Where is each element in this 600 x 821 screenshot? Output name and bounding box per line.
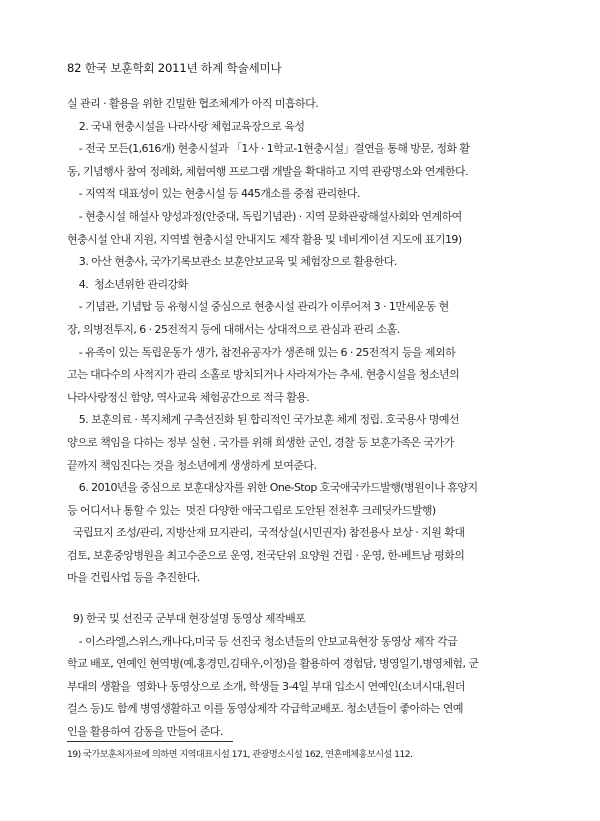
text-line: 마을 건립사업 등을 추진한다. <box>67 571 200 585</box>
text-line: - 기념관, 기념탑 등 유형시설 중심으로 현충시설 관리가 이루어져 3 · 1만세운동 현 <box>67 300 449 314</box>
footnote-divider <box>67 741 233 742</box>
text-line: - 이스라엘,스위스,캐나다,미국 등 선진국 청소년들의 안보교육현장 동영상 제작 각급 <box>67 634 458 648</box>
text-line: 국립묘지 조성/관리, 지방산재 묘지관리, 국적상실(시민권자) 참전용사 보상 · 지원 확대 <box>67 526 465 540</box>
paragraph-gap <box>67 590 529 608</box>
text-line: 양으로 책임을 다하는 정부 실현 . 국가를 위해 희생한 군인, 경찰 등 보훈가족은 국가가 <box>67 435 454 449</box>
body-text <box>67 93 529 744</box>
text-line: 6. 2010년을 중심으로 보훈대상자를 위한 One-Stop 호국애국카드발행(병원이나 휴양지 <box>67 481 478 495</box>
text-line: - 유족이 있는 독립운동가 생가, 참전유공자가 생존해 있는 6 · 25전적지 등을 제외하 <box>67 345 456 359</box>
text-line: - 전국 모든(1,616개) 현충시설과 「1사 · 1학교-1현충시설」결연을 통해 방문, 정화 활 <box>67 142 470 156</box>
footnote: 19) 국가보훈처자료에 의하면 지역대표시설 171, 관광명소시설 162, 연혼매체홍보시설 112. <box>67 749 413 760</box>
text-line: 2. 국내 현충시설을 나라사랑 체험교육장으로 육성 <box>67 119 305 133</box>
text-line: 3. 아산 현충사, 국가기록보관소 보훈안보교육 및 체험장으로 활용한다. <box>67 255 397 269</box>
text-line: 걸스 등)도 함께 병영생활하고 이를 동영상제작 각급학교배포. 청소년들이 좋아하는 연예 <box>67 702 463 716</box>
text-line: 검토, 보훈중앙병원을 최고수준으로 운영, 전국단위 요양원 건립 · 운영, 한-베트남 평화의 <box>67 548 465 562</box>
text-line: 5. 보훈의료 · 복지체계 구축선진화 된 합리적인 국가보훈 체계 정립. 호국용사 명예선 <box>67 413 459 427</box>
text-line: 나라사랑정신 함양, 역사교육 체험공간으로 적극 활용. <box>67 390 310 404</box>
text-line: 9) 한국 및 선진국 군부대 현장설명 동영상 제작배포 <box>67 612 306 626</box>
page-header: 82 한국 보훈학회 2011년 하계 학술세미나 <box>67 61 282 75</box>
text-line: 인을 활용하여 감동을 만들어 준다. <box>67 725 223 739</box>
text-line: 끝까지 책임진다는 것을 청소년에게 생생하게 보여준다. <box>67 458 317 472</box>
text-line: 동, 기념행사 참여 정례화, 체험여행 프로그램 개발을 확대하고 지역 관광명소와 연계한다. <box>67 164 469 178</box>
text-line: 학교 배포, 연예인 현역병(예,홍경민,김태우,이정)을 활용하여 경험담, 병영일기,병영체험, 군 <box>67 657 479 671</box>
text-line: 등 어디서나 통할 수 있는 멋진 다양한 애국그림로 도안된 전천후 크레딧카드발행) <box>67 503 436 517</box>
text-line: 4. 청소년위한 관리강화 <box>67 277 188 291</box>
text-line: 장, 의병전투지, 6 · 25전적지 등에 대해서는 상대적으로 관심과 관리 소홀. <box>67 322 400 336</box>
text-line: - 지역적 대표성이 있는 현충시설 등 445개소를 중점 관리한다. <box>67 187 360 201</box>
text-line: 부대의 생활을 영화나 동영상으로 소개, 학생들 3-4일 부대 입소시 연예인(소녀시대,원더 <box>67 679 465 693</box>
text-line: 실 관리 · 활용을 위한 긴밀한 협조체계가 아직 미흡하다. <box>67 97 319 110</box>
text-line: 현충시설 안내 지원, 지역별 현충시설 안내지도 제작 활용 및 네비게이션 지도에 표기19) <box>67 232 462 246</box>
text-line: - 현충시설 해설사 양성과정(안중대, 독립기념관) · 지역 문화관광해설사회와 연계하여 <box>67 209 462 223</box>
text-line: 고는 대다수의 사적지가 관리 소홀로 방치되거나 사라져가는 추세. 현충시설을 청소년의 <box>67 368 460 382</box>
